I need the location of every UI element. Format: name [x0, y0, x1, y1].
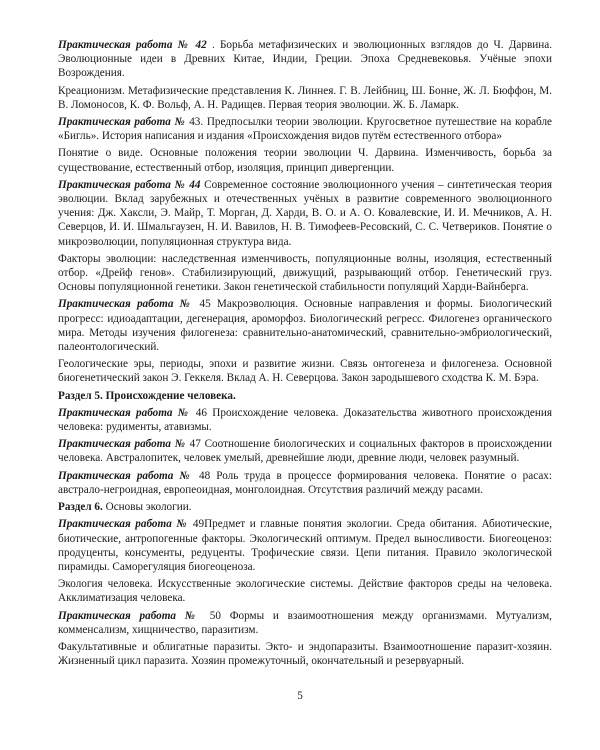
practical-work-label: Практическая работа №	[58, 116, 186, 129]
practical-work-label: Практическая работа №	[58, 406, 191, 419]
practical-work-label: Практическая работа № 42	[58, 39, 207, 51]
practical-work-label: Практическая работа №	[58, 438, 186, 451]
paragraph-text: 50 Формы и взаимоотношения между организмами. Мутуализм, комменсализм, хищничество, паразитизм.	[58, 609, 552, 636]
paragraph-text: Современное состояние эволюционного учения – синтетическая теория эволюции. Вклад зарубежных и отечественных учёных в развитие современного эволюционного учения: Дж. Хаксли, Э. Майр, Т. Морган, Д. Харди, В. О. и А. О. Ковалевские, И. И. Мечников, А. Н. Северцов, И. И. Шмальгаузен, Н. И. Вавилов, Н. В. Тимофеев-Ресовский, С. С. Четвериков. Понятие о микроэволюции, популяционная структура вида.	[58, 178, 552, 248]
paragraph	[58, 252, 552, 295]
paragraph	[58, 297, 552, 354]
section-heading-text: Основы экологии.	[102, 501, 192, 514]
paragraph	[58, 38, 552, 81]
paragraph-text: . Борьба метафизических и эволюционных взглядов до Ч. Дарвина. Эволюционные идеи в Древних Китае, Индии, Греции. Эпоха Средневековья. Учёные эпохи Возрождения.	[58, 39, 552, 80]
paragraph-text: 46 Происхождение человека. Доказательства животного происхождения человека: рудименты, атавизмы.	[58, 406, 552, 434]
section-heading-label: Раздел 5. Происхождение человека.	[58, 389, 236, 402]
practical-work-label: Практическая работа №	[58, 518, 189, 531]
practical-work-label: Практическая работа № 44	[58, 178, 201, 191]
practical-work-label: Практическая работа №	[58, 609, 201, 622]
section-heading	[58, 389, 552, 403]
paragraph	[58, 437, 552, 465]
paragraph	[58, 577, 552, 605]
paragraph	[58, 178, 552, 249]
page-number: 5	[297, 690, 303, 702]
paragraph	[58, 640, 552, 668]
paragraph-text: 48 Роль труда в процессе формирования человека. Понятие о расах: австрало-негроидная, европеоидная, монголоидная. Отсутствия различий между расами.	[58, 469, 552, 496]
section-heading-label: Раздел 6.	[58, 501, 103, 514]
paragraph	[58, 517, 552, 574]
practical-work-label: Практическая работа №	[58, 469, 193, 482]
practical-work-label: Практическая работа №	[58, 298, 194, 311]
paragraph-text: 49Предмет и главные понятия экологии. Среда обитания. Абиотические, биотические, антропогенные факторы. Экологический оптимум. Предел выносливости. Биогеоценоз: продуценты, консументы, редуценты. Трофические связи. Цепи питания. Правило экологической пирамиды. Саморегуляция биогеоценоза.	[58, 518, 552, 573]
paragraph-text: Геологические эры, периоды, эпохи и развитие жизни. Связь онтогенеза и филогенеза. Основной биогенетический закон Э. Геккеля. Вклад А. Н. Северцова. Закон зародышевого сходства К. М. Бэра.	[58, 358, 552, 385]
paragraph-text: 43. Предпосылки теории эволюции. Кругосветное путешествие на корабле «Бигль». История написания и издания «Происхождения видов путём естественного отбора»	[58, 116, 552, 143]
paragraph	[58, 406, 552, 434]
paragraph-text: Экология человека. Искусственные экологические системы. Действие факторов среды на человека. Акклиматизация человека.	[58, 578, 552, 605]
paragraph-text: 47 Соотношение биологических и социальных факторов в происхождении человека. Австралопитек, человек умелый, древнейшие люди, древние люди, человек разумный.	[58, 438, 552, 465]
paragraph-text: Факторы эволюции: наследственная изменчивость, популяционные волны, изоляция, естественный отбор. «Дрейф генов». Стабилизирующий, движущий, разрывающий отбор. Генетический груз. Основы популяционной генетики. Закон генетической стабильности популяций Харди-Вайнберга.	[58, 252, 552, 294]
paragraph-text: 45 Макроэволюция. Основные направления и формы. Биологический прогресс: идиоадаптации, дегенерация, ароморфоз. Биологический регресс. Филогенез органического мира. Методы изучения филогенеза: сравнительно-анатомический, сравнительно-эмбриологический, палеонтологический.	[58, 298, 552, 354]
paragraph-text: Креационизм. Метафизические представления К. Линнея. Г. В. Лейбниц, Ш. Бонне, Ж. Л. Бюффон, М. В. Ломоносов, К. Ф. Вольф, А. Н. Радищев. Первая теория эволюции. Ж. Б. Ламарк.	[58, 84, 552, 111]
paragraph	[58, 609, 552, 637]
paragraph-text: Понятие о виде. Основные положения теории эволюции Ч. Дарвина. Изменчивость, борьба за существование, естественный отбор, изоляция, принцип дивергенции.	[58, 147, 552, 174]
paragraph	[58, 469, 552, 497]
paragraph-text: Факультативные и облигатные паразиты. Экто- и эндопаразиты. Взаимоотношение паразит-хозяин. Жизненный цикл паразита. Хозяин промежуточный, окончательный и резервуарный.	[58, 640, 552, 668]
paragraph	[58, 115, 552, 143]
paragraph	[58, 357, 552, 385]
section-heading	[58, 500, 552, 514]
paragraph	[58, 146, 552, 174]
paragraph	[58, 84, 552, 112]
